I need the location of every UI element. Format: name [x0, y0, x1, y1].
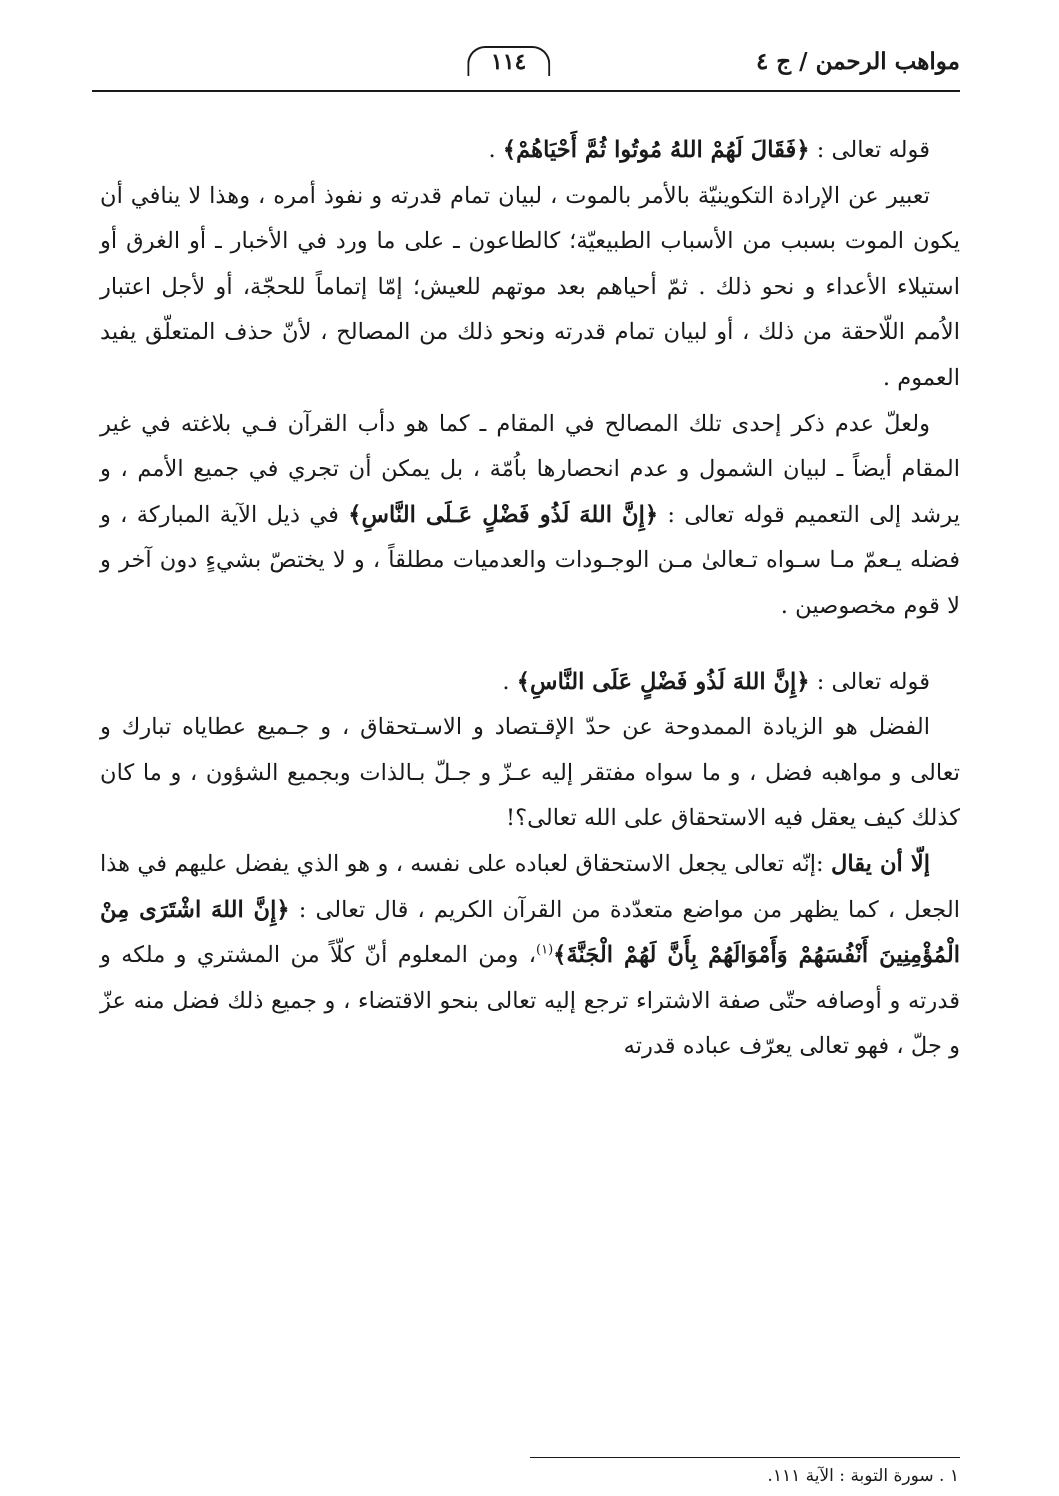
footnote: ١ . سورة التوبة : الآية ١١١.: [767, 1466, 959, 1486]
page-number: ١١٤: [467, 46, 550, 76]
verse-intro: قوله تعالى :: [809, 668, 930, 695]
verse-intro: قوله تعالى :: [809, 137, 930, 163]
paragraph-commentary-2: [100, 402, 960, 630]
footnote-rule: [530, 1457, 960, 1458]
page-header: [92, 40, 960, 96]
lead-phrase: إلّا أن يقال: [830, 850, 930, 877]
paragraph-commentary-4: [100, 842, 960, 1070]
paragraph-commentary-3: الفضل هو الزيادة الممدوحة عن حدّ الإقـتصاد و الاسـتحقاق ، و جـميع عطاياه تبارك و تعالى و مواهبه فضل ، و ما سواه مفتقر إليه عـزّ و جـلّ بـالذات وبجميع الشؤون ، و ما كان كذلك كيف يعقل فيه الاستحقاق على الله تعالى؟!: [100, 714, 960, 832]
running-title: مواهب الرحمن / ج ٤: [755, 48, 960, 75]
verse-tail: .: [488, 137, 503, 163]
paragraph-verse-1: [100, 128, 960, 174]
paragraph-verse-2: [100, 660, 960, 706]
paragraph-text: ولعلّ عدم ذكر إحدى تلك المصالح في المقام ـ كما هو دأب القرآن فـي بلاغته في غير المقام أيضاً ـ لبيان الشمول و عدم انحصارها باُمّة ، بل يمكن أن تجري في جميع الأمم ، و يرشد إلى التعميم قوله تعالى :: [100, 410, 960, 528]
footnote-reference: (١): [536, 942, 554, 958]
paragraph-text: :إنّه تعالى يجعل الاستحقاق لعباده على نفسه ، و هو الذي يفضل عليهم في هذا الجعل ، كما يظهر من مواضع متعدّدة من القرآن الكريم ، قال تعالى :: [100, 850, 960, 923]
quran-quote: ﴿إِنَّ اللهَ لَذُو فَضْلٍ عَـلَى النَّاسِ﴾: [348, 501, 659, 528]
main-text: [100, 128, 960, 1070]
paragraph-text: ، ومن المعلوم أنّ كلّاً من المشتري و ملكه و قدرته و أوصافه حتّى صفة الاشتراء ترجع إليه تعالى بنحو الاقتضاء ، و جميع ذلك فضل منه عزّ و جلّ ، فهو تعالى يعرّف عباده قدرته: [100, 942, 960, 1060]
quran-quote: ﴿فَقَالَ لَهُمْ اللهُ مُوتُوا ثُمَّ أَحْيَاهُمْ﴾: [502, 137, 810, 163]
header-rule: [92, 90, 960, 92]
paragraph-commentary-1: تعبير عن الإرادة التكوينيّة بالأمر بالموت ، لبيان تمام قدرته و نفوذ أمره ، وهذا لا ينافي أن يكون الموت بسبب من الأسباب الطبيعيّة؛ كالطاعون ـ على ما ورد في الأخبار ـ أو الغرق أو استيلاء الأعداء و نحو ذلك . ثمّ أحياهم بعد موتهم للعيش؛ إمّا إتماماً للحجّة، أو لأجل اعتبار الاُمم اللّاحقة من ذلك ، أو لبيان تمام قدرته ونحو ذلك من المصالح ، لأنّ حذف المتعلّق يفيد العموم .: [100, 182, 960, 391]
quran-quote: ﴿إِنَّ اللهَ اشْتَرَى مِنْ الْمُؤْمِنِينَ أَنْفُسَهُمْ وَأَمْوَالَهُمْ بِأَنَّ لَهُمْ الْجَنَّةَ﴾: [100, 896, 961, 969]
quran-quote: ﴿إِنَّ اللهَ لَذُو فَضْلٍ عَلَى النَّاسِ﴾: [516, 668, 810, 695]
paragraph-text: في ذيل الآية المباركة ، و فضله يـعمّ مـا سـواه تـعالىٰ مـن الوجـودات والعدميات مطلقاً ، و لا يختصّ بشيءٍ دون آخر و لا قوم مخصوصين .: [100, 501, 960, 619]
verse-tail: .: [502, 668, 517, 695]
